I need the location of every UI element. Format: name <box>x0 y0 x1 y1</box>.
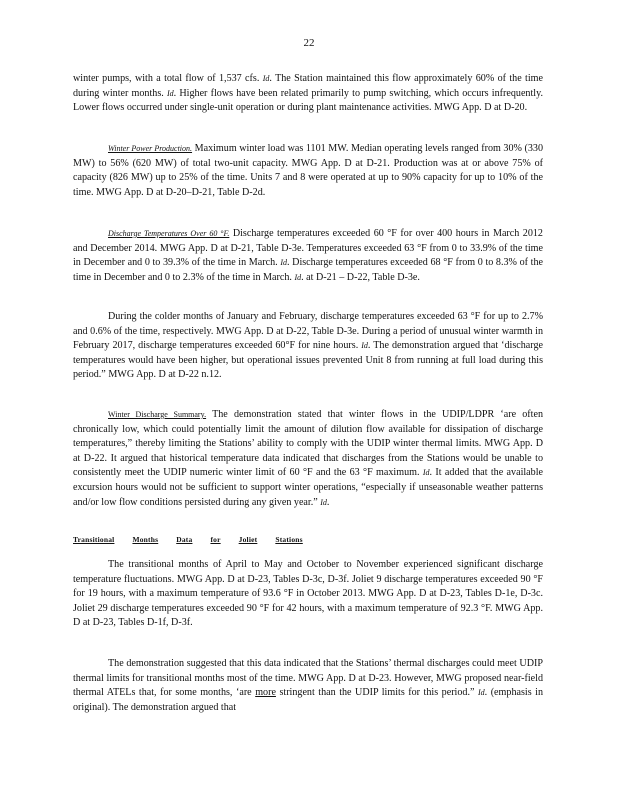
paragraph-heading: Winter Discharge Summary. <box>108 410 207 419</box>
section-heading <box>73 533 321 548</box>
text: The demonstration stated that winter flows in the UDIP/LDPR ‘are often chronically low, which could potentially limit the amount of dilution flow available for dissipation of discharge temperatures,” thereby limiting the Stations’ ability to comply with the UDIP winter thermal limits. MWG App. D at D-22. It argued that historical temperature data indicated that discharges from the Stations would be unable to consistently meet the UDIP numeric winter limit of 60 °F and the 63 °F maximum. <box>73 409 544 479</box>
section-heading-word: Transitional <box>73 535 115 544</box>
paragraph-transitional-months <box>73 558 543 631</box>
emphasized-word: more <box>255 687 276 699</box>
id-citation: Id <box>167 88 174 98</box>
text: The demonstration suggested that this data indicated that the Stations’ thermal discharges could meet UDIP thermal limits for transitional months most of the time. MWG App. D at D-23. However, MWG proposed near-field thermal ATELs that, for some months, ‘are <box>73 658 543 699</box>
paragraph-heading: Winter Power Production. <box>108 144 193 153</box>
id-citation: Id <box>320 497 327 507</box>
text: . Higher flows have been related primarily to pump switching, which occurs infrequently. Lower flows occurred under single-unit operation or during plant maintenance activities. MWG App. D at D-20. <box>73 87 544 114</box>
paragraph-winter-flows <box>73 72 543 116</box>
page-number: 22 <box>303 37 315 49</box>
paragraph-demonstration-suggested <box>73 657 543 715</box>
text: . The demonstration argued that ‘discharge temperatures would have been higher, but operational issues prevented Unit 8 from running at full load during this period.” MWG App. D at D-22 n.12. <box>73 340 543 381</box>
text: . <box>326 496 330 508</box>
text: . It added that the available excursion hours would not be sufficient to support winter operations, “especially if unseasonable weather patterns and/or low flow conditions persisted during any given year.” <box>73 467 543 508</box>
section-heading-word: for <box>210 535 221 544</box>
paragraph-heading: Discharge Temperatures Over 60 °F. <box>108 229 230 238</box>
section-heading-word: Joliet <box>238 535 258 544</box>
id-citation: Id <box>477 688 485 698</box>
id-citation: Id <box>280 258 287 268</box>
id-citation: Id <box>361 341 368 351</box>
section-heading-word: Stations <box>275 535 303 544</box>
paragraph-colder-months <box>73 310 543 383</box>
id-citation: Id <box>422 468 430 478</box>
id-citation: Id <box>294 272 302 282</box>
section-heading-word: Months <box>132 535 159 544</box>
paragraph-discharge-temperatures <box>73 227 543 285</box>
text: Discharge temperatures exceeded 60 °F for over 400 hours in March 2012 and December 2014. MWG App. D at D-21, Table D-3e. Temperatures exceeded 63 °F from 0 to 33.9% of the time in December and 0 to 39.3% of the time in March. <box>73 228 543 269</box>
text: Maximum winter load was 1101 MW. Median operating levels ranged from 30% (330 MW) to 56% (620 MW) of total two-unit capacity. MWG App. D at D-21. Production was at or above 75% of capacity (826 MW) up to 25% of the time. Units 7 and 8 were operated at up to 90% capacity for up to 10% of the time. MWG App. D at D-20–D-21, Table D-2d. <box>73 143 544 198</box>
paragraph-winter-discharge-summary <box>73 408 543 510</box>
text: . Discharge temperatures exceeded 68 °F from 0 to 8.3% of the time in December and 0 to 2.3% of the time in March. <box>73 257 543 283</box>
text: . The Station maintained this flow approximately 60% of the time during winter months. <box>73 73 543 99</box>
text: During the colder months of January and February, discharge temperatures exceeded 63 °F for up to 2.7% and 0.6% of the time, respectively. MWG App. D at D-22, Table D-3e. During a period of unusual winter warmth in February 2017, discharge temperatures exceeded 60°F for nine hours. <box>73 311 543 352</box>
section-heading-word: Data <box>176 535 193 544</box>
text: The transitional months of April to May and October to November experienced significant discharge temperature fluctuations. MWG App. D at D-23, Tables D-3c, D-3f. Joliet 9 discharge temperatures exceeded 90 °F for 19 hours, with a maximum temperature of 93.6 °F in October 2013. MWG App. D at D-23, Tables D-1e, D-3c. Joliet 29 discharge temperatures exceeded 90 °F for 42 hours, with a maximum temperature of 92.3 °F. MWG App. D at D-23, Tables D-1f, D-3f. <box>73 559 543 629</box>
text: . (emphasis in original). The demonstration argued that <box>73 687 543 713</box>
id-citation: Id <box>262 74 270 83</box>
text: winter pumps, with a total flow of 1,537 cfs. <box>73 73 263 84</box>
text: stringent than the UDIP limits for this period.” <box>275 687 478 699</box>
paragraph-winter-power-production <box>73 142 543 200</box>
text: . at D-21 – D-22, Table D-3e. <box>301 271 420 283</box>
